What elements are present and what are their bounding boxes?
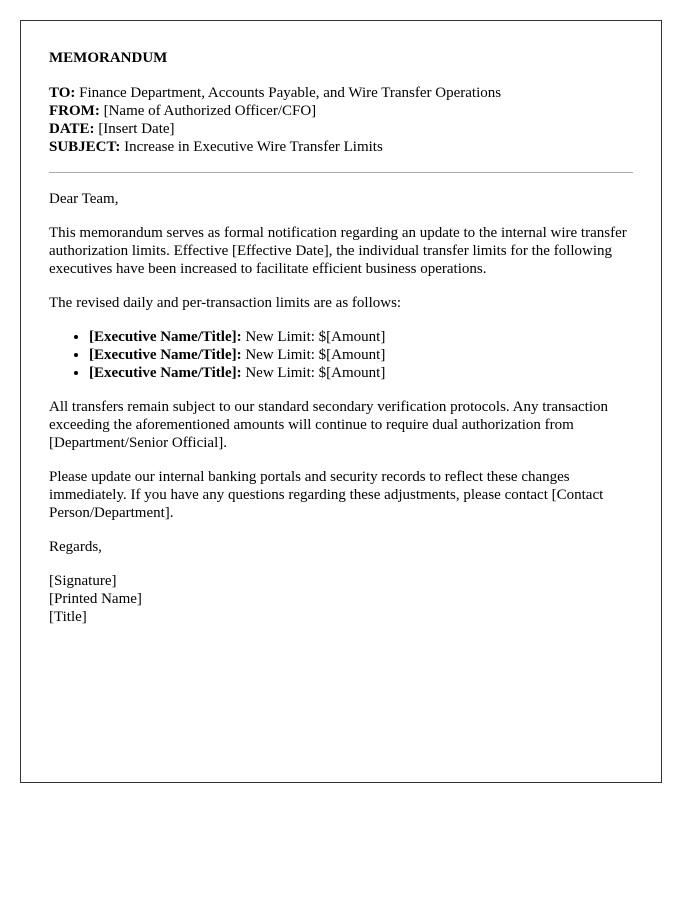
closing: Regards, [49, 539, 102, 555]
from-line [49, 102, 633, 120]
date-line [49, 120, 633, 138]
list-item [89, 328, 633, 346]
memo-header [49, 84, 633, 156]
to-value: Finance Department, Accounts Payable, and Wire Transfer Operations [79, 85, 502, 101]
paragraph-intro: This memorandum serves as formal notification regarding an update to the internal wire transfer authorization limits. Effective [Effective Date], the individual transfer limits for the following executives have been increased to facilitate efficient business operations. [49, 225, 627, 277]
subject-label: SUBJECT: [49, 139, 121, 155]
list-item [89, 346, 633, 364]
date-value: [Insert Date] [98, 121, 175, 137]
executive-name: [Executive Name/Title]: [89, 365, 242, 381]
list-item [89, 364, 633, 382]
limits-list [49, 328, 633, 382]
greeting: Dear Team, [49, 191, 119, 207]
new-limit: New Limit: $[Amount] [245, 347, 386, 363]
executive-name: [Executive Name/Title]: [89, 347, 242, 363]
memo-title: MEMORANDUM [49, 50, 168, 66]
to-line [49, 84, 633, 102]
signature: [Signature] [49, 573, 117, 589]
paragraph-limits-intro: The revised daily and per-transaction limits are as follows: [49, 295, 402, 311]
to-label: TO: [49, 85, 76, 101]
from-label: FROM: [49, 103, 100, 119]
paragraph-verification: All transfers remain subject to our standard secondary verification protocols. Any transaction exceeding the aforementioned amounts will continue to require dual authorization from [Department/Senior Official]. [49, 399, 608, 451]
signature-block [49, 572, 633, 626]
signer-title: [Title] [49, 609, 87, 625]
from-value: [Name of Authorized Officer/CFO] [103, 103, 317, 119]
date-label: DATE: [49, 121, 95, 137]
new-limit: New Limit: $[Amount] [245, 329, 386, 345]
paragraph-action: Please update our internal banking portals and security records to reflect these changes immediately. If you have any questions regarding these adjustments, please contact [Contact Person/Department]. [49, 469, 604, 521]
header-divider [49, 172, 633, 173]
subject-line [49, 138, 633, 156]
printed-name: [Printed Name] [49, 591, 142, 607]
executive-name: [Executive Name/Title]: [89, 329, 242, 345]
new-limit: New Limit: $[Amount] [245, 365, 386, 381]
memo-document [20, 20, 662, 783]
subject-value: Increase in Executive Wire Transfer Limits [124, 139, 383, 155]
